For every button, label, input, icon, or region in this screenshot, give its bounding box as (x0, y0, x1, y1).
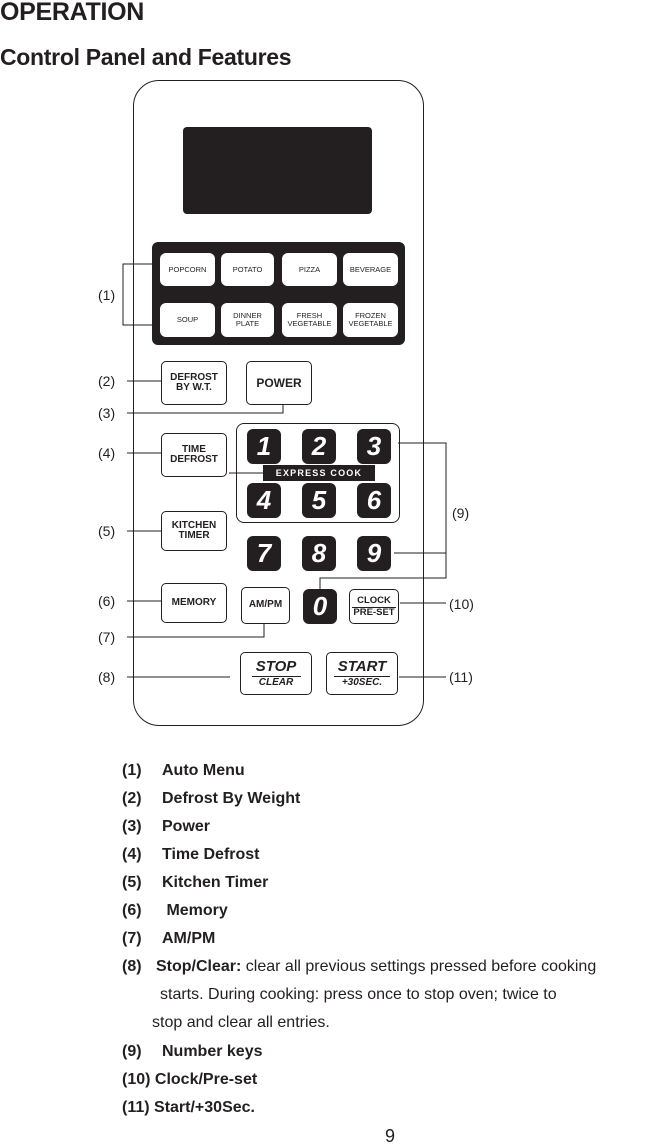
clock-preset-button[interactable] (349, 589, 399, 624)
fresh-vegetable-button[interactable]: FRESH VEGETABLE (282, 303, 337, 337)
am-pm-button[interactable]: AM/PM (241, 587, 290, 624)
legend-item: (3) Power (122, 818, 211, 835)
page-title: OPERATION (0, 0, 145, 26)
power-button[interactable]: POWER (246, 361, 312, 405)
dinner-plate-button[interactable]: DINNER PLATE (221, 303, 274, 337)
plus-30-sec-label: +30SEC. (334, 676, 390, 689)
legend-item: (9) Number keys (122, 1043, 263, 1060)
number-key-2[interactable]: 2 (302, 429, 336, 464)
callout-5: (5) (98, 523, 116, 539)
callout-2: (2) (98, 373, 116, 389)
number-key-1[interactable]: 1 (247, 429, 281, 464)
number-key-3[interactable]: 3 (357, 429, 391, 464)
number-key-5[interactable]: 5 (302, 483, 336, 518)
frozen-vegetable-button[interactable]: FROZEN VEGETABLE (343, 303, 398, 337)
stop-clear-description-line3: stop and clear all entries. (152, 1014, 330, 1031)
soup-button[interactable]: SOUP (160, 303, 215, 337)
preset-label: PRE-SET (353, 606, 395, 618)
stop-clear-description-line2: starts. During cooking: press once to stop oven; twice to (160, 986, 557, 1003)
kitchen-timer-button[interactable]: KITCHEN TIMER (161, 511, 227, 551)
popcorn-button[interactable]: POPCORN (160, 253, 215, 286)
start-label: START (337, 657, 387, 675)
pizza-button[interactable]: PIZZA (282, 253, 337, 286)
number-key-0[interactable]: 0 (303, 589, 337, 624)
stop-label: STOP (255, 657, 297, 675)
number-key-6[interactable]: 6 (357, 483, 391, 518)
express-cook-label: EXPRESS COOK (263, 465, 375, 481)
callout-10: (10) (449, 596, 474, 612)
callout-4: (4) (98, 445, 116, 461)
number-key-8[interactable]: 8 (302, 536, 336, 571)
display-window (183, 127, 372, 214)
defrost-by-weight-button[interactable]: DEFROST BY W.T. (161, 361, 227, 405)
number-key-7[interactable]: 7 (247, 536, 281, 571)
legend-item: (4) Time Defrost (122, 846, 260, 863)
callout-3: (3) (98, 405, 116, 421)
legend-item: (2) Defrost By Weight (122, 790, 301, 807)
page-number: 9 (385, 1126, 396, 1146)
potato-button[interactable]: POTATO (221, 253, 274, 286)
legend-item: (6) Memory (122, 902, 228, 919)
section-title: Control Panel and Features (0, 44, 292, 70)
time-defrost-button[interactable]: TIME DEFROST (161, 433, 227, 477)
legend-item: (10) Clock/Pre-set (122, 1071, 258, 1088)
clock-label: CLOCK (357, 594, 391, 606)
beverage-button[interactable]: BEVERAGE (343, 253, 398, 286)
clear-label: CLEAR (252, 676, 301, 689)
stop-clear-button[interactable] (240, 652, 312, 695)
callout-9: (9) (452, 505, 470, 521)
start-button[interactable] (326, 652, 398, 695)
callout-6: (6) (98, 593, 116, 609)
number-key-9[interactable]: 9 (357, 536, 391, 571)
legend-item: (5) Kitchen Timer (122, 874, 269, 891)
number-key-4[interactable]: 4 (247, 483, 281, 518)
memory-button[interactable]: MEMORY (161, 583, 227, 623)
legend-item: (7) AM/PM (122, 930, 216, 947)
callout-11: (11) (449, 669, 473, 685)
callout-1: (1) (98, 287, 116, 303)
stop-clear-description: clear all previous settings pressed before cooking (245, 958, 597, 975)
callout-7: (7) (98, 629, 116, 645)
legend-item: (8) Stop/Clear: clear all previous settings pressed before cooking (122, 958, 597, 975)
callout-8: (8) (98, 669, 116, 685)
legend-item: (1) Auto Menu (122, 762, 245, 779)
legend-item: (11) Start/+30Sec. (122, 1099, 255, 1116)
